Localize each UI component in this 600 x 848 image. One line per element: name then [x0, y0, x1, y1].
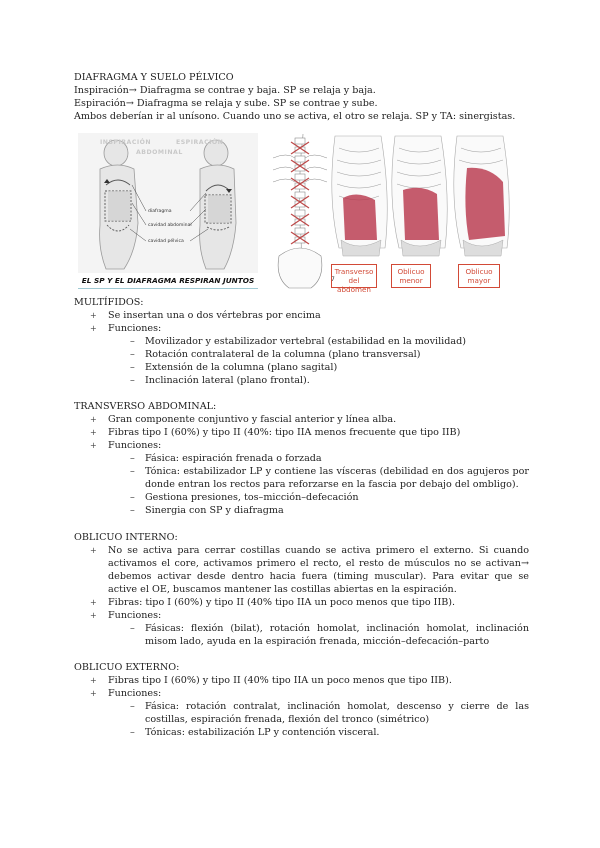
transverso-title: TRANSVERSO ABDOMINAL:	[74, 401, 217, 412]
oblicuo-externo-title: OBLICUO EXTERNO:	[74, 662, 180, 673]
transverso-sub-1: Fásica: espiración frenada o forzada	[145, 453, 322, 464]
dash-marker: –	[130, 466, 135, 477]
multifidos-sub-2: Rotación contralateral de la columna (plano transversal)	[145, 349, 421, 360]
label-cavidad-pelvica: cavidad pélvica	[148, 239, 184, 244]
bullet-marker: +	[90, 415, 97, 424]
dash-marker: –	[130, 492, 135, 503]
breathing-figure	[78, 133, 258, 273]
torso-oblicuo-mayor	[454, 136, 509, 256]
torso-oblicuo-menor	[392, 136, 447, 256]
oblicuo-interno-bullet-1: No se activa para cerrar costillas cuando se activa primero el externo. Si cuando activamos el core, activamos primero el recto, el resto de músculos no se activan→ debemos activar desde dentro hacia fuera (timing muscular). Para evitar que se active el OE, buscamos mantener las costillas abiertas en la espiración.	[108, 545, 529, 595]
transverso-sub-2: Tónica: estabilizador LP y contiene las vísceras (debilidad en dos agujeros por donde entran los rectos para reforzarse en la fascia por debajo del ombligo).	[145, 466, 529, 490]
label-oblicuo-mayor: Oblicuo mayor	[458, 264, 500, 288]
figure-mark: 7	[331, 276, 335, 283]
multifidos-sub-3: Extensión de la columna (plano sagital)	[145, 362, 338, 373]
transverso-sub-4: Sinergia con SP y diafragma	[145, 505, 284, 516]
multifidos-sub-4: Inclinación lateral (plano frontal).	[145, 375, 310, 386]
transverso-sub-3: Gestiona presiones, tos–micción–defecación	[145, 492, 359, 503]
label-cavidad-abdominal: cavidad abdominal	[148, 223, 192, 228]
figure-caption: EL SP Y EL DIAFRAGMA RESPIRAN JUNTOS	[78, 273, 258, 289]
oblicuo-interno-bullet-3: Funciones:	[108, 610, 162, 621]
oblicuo-externo-sub-1: Fásica: rotación contralat, inclinación homolat, descenso y cierre de las costillas, espiración frenada, flexión del tronco (simétrico)	[145, 701, 529, 725]
intro-line-1: Inspiración→ Diafragma se contrae y baja. SP se relaja y baja.	[74, 85, 376, 96]
bullet-marker: +	[90, 441, 97, 450]
dash-marker: –	[130, 349, 135, 360]
label-oblicuo-menor: Oblicuo menor	[391, 264, 431, 288]
label-abdominal: ABDOMINAL	[136, 149, 183, 156]
oblicuo-externo-bullet-2: Funciones:	[108, 688, 162, 699]
intro-title: DIAFRAGMA Y SUELO PÉLVICO	[74, 72, 234, 83]
bullet-marker: +	[90, 311, 97, 320]
label-transverso: Transverso del abdomen	[331, 264, 377, 288]
label-inspiracion: INSPIRACIÓN	[100, 139, 152, 146]
oblicuo-interno-title: OBLICUO INTERNO:	[74, 532, 178, 543]
bullet-marker: +	[90, 324, 97, 333]
oblicuo-interno-bullet-2: Fibras: tipo I (60%) y tipo II (40% tipo IIA un poco menos que tipo IIB).	[108, 597, 456, 608]
dash-marker: –	[130, 701, 135, 712]
multifidos-bullet-1: Se insertan una o dos vértebras por encima	[108, 310, 321, 321]
transverso-bullet-1: Gran componente conjuntivo y fascial anterior y línea alba.	[108, 414, 397, 425]
intro-line-2: Espiración→ Diafragma se relaja y sube. SP se contrae y sube.	[74, 98, 378, 109]
bullet-marker: +	[90, 611, 97, 620]
intro-line-3: Ambos deberían ir al unísono. Cuando uno se activa, el otro se relaja. SP y TA: sinergistas.	[74, 111, 516, 122]
dash-marker: –	[130, 375, 135, 386]
oblicuo-interno-sub-1: Fásicas: flexión (bilat), rotación homolat, inclinación homolat, inclinación misom lado, ayuda en la espiración frenada, micción–defecación–parto	[145, 623, 529, 647]
multifidos-sub-1: Movilizador y estabilizador vertebral (estabilidad en la movilidad)	[145, 336, 466, 347]
torso-transverso	[332, 136, 387, 256]
transverso-bullet-2: Fibras tipo I (60%) y tipo II (40%: tipo IIA menos frecuente que tipo IIB)	[108, 427, 461, 438]
dash-marker: –	[130, 623, 135, 634]
dash-marker: –	[130, 336, 135, 347]
label-diafragma: diafragma	[148, 209, 172, 214]
bullet-marker: +	[90, 676, 97, 685]
bullet-marker: +	[90, 689, 97, 698]
label-espiracion: ESPIRACIÓN	[176, 139, 224, 146]
dash-marker: –	[130, 453, 135, 464]
bullet-marker: +	[90, 546, 97, 555]
dash-marker: –	[130, 362, 135, 373]
multifidos-bullet-2: Funciones:	[108, 323, 162, 334]
dash-marker: –	[130, 727, 135, 738]
oblicuo-externo-sub-2: Tónicas: estabilización LP y contención visceral.	[145, 727, 380, 738]
multifidos-title: MULTÍFIDOS:	[74, 297, 144, 308]
oblicuo-externo-bullet-1: Fibras tipo I (60%) y tipo II (40% tipo IIA un poco menos que tipo IIB).	[108, 675, 452, 686]
bullet-marker: +	[90, 598, 97, 607]
transverso-bullet-3: Funciones:	[108, 440, 162, 451]
bullet-marker: +	[90, 428, 97, 437]
dash-marker: –	[130, 505, 135, 516]
spine-drawing	[273, 134, 327, 288]
